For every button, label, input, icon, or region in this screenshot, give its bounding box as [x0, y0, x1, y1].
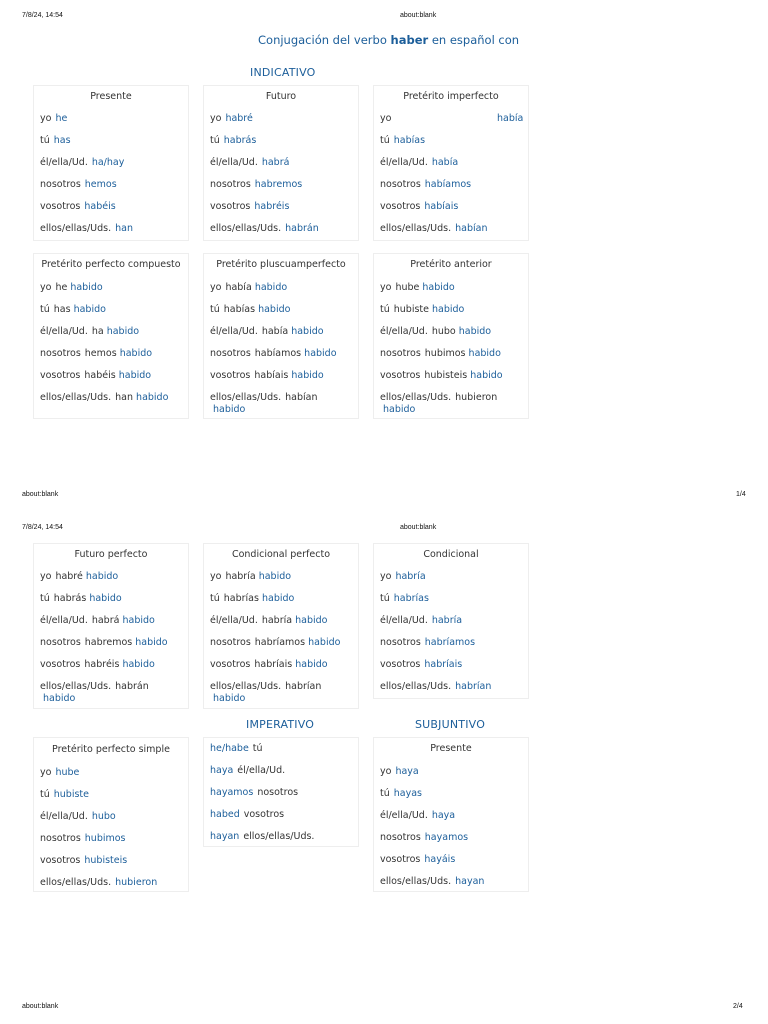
table-title: Pretérito pluscuamperfecto [216, 259, 346, 270]
auxiliary: habían [285, 392, 318, 403]
table-row [40, 767, 184, 779]
pronoun: yo [380, 282, 392, 293]
pronoun: vosotros [243, 809, 285, 820]
verb-form: hube [55, 767, 80, 778]
verb-form: habéis [84, 201, 116, 212]
table-row [40, 201, 184, 213]
auxiliary: habrías [223, 593, 259, 604]
verb-form: habido [136, 392, 169, 403]
pronoun: yo [380, 113, 392, 124]
table-row [40, 855, 184, 867]
table-imperativo [203, 737, 359, 847]
table-row [380, 659, 524, 671]
verb-form: he/habe [210, 743, 249, 754]
table-row [210, 326, 354, 338]
table-subjuntivo-presente [373, 737, 529, 892]
table-row [40, 282, 184, 294]
pronoun: vosotros [210, 659, 251, 670]
verb-form: hubo [91, 811, 116, 822]
table-row [40, 571, 184, 583]
table-title: Futuro perfecto [74, 549, 148, 560]
verb-form: habido [291, 370, 324, 381]
pronoun: él/ella/Ud. [380, 157, 428, 168]
pronoun: vosotros [380, 201, 421, 212]
auxiliary: habrá [91, 615, 120, 626]
auxiliary: habríais [254, 659, 293, 670]
table-row [380, 854, 524, 866]
table-row [40, 593, 184, 605]
verb-form: habido [135, 637, 168, 648]
table-title: Futuro [265, 91, 297, 102]
auxiliary: habrían [285, 681, 322, 692]
pronoun: nosotros [210, 348, 251, 359]
verb-form: habido [213, 404, 246, 415]
table-row [210, 831, 354, 843]
verb-form: habido [468, 348, 501, 359]
table-presente [33, 85, 189, 241]
auxiliary: han [115, 392, 134, 403]
table-preterito-anterior [373, 253, 529, 419]
table-row [210, 113, 354, 125]
verb-form: habido [258, 304, 291, 315]
table-row [380, 637, 524, 649]
verb-form: habed [210, 809, 240, 820]
pronoun: él/ella/Ud. [40, 615, 88, 626]
table-row [40, 157, 184, 169]
table-row [40, 659, 184, 671]
verb-form: habido [291, 326, 324, 337]
pronoun: nosotros [380, 348, 421, 359]
auxiliary: habíamos [254, 348, 302, 359]
pronoun: yo [380, 571, 392, 582]
auxiliary: has [53, 304, 71, 315]
pronoun: ellos/ellas/Uds. [210, 681, 282, 692]
verb-form: hubisteis [84, 855, 128, 866]
table-row [380, 876, 524, 888]
pronoun: nosotros [380, 832, 421, 843]
auxiliary: hube [395, 282, 420, 293]
verb-form: hubieron [115, 877, 158, 888]
pronoun: yo [210, 571, 222, 582]
table-row [210, 615, 354, 627]
table-row [380, 810, 524, 822]
table-title: Presente [90, 91, 132, 102]
verb-form: habido [295, 659, 328, 670]
verb-form: habríamos [424, 637, 476, 648]
pronoun: tú [380, 593, 390, 604]
pronoun: nosotros [210, 179, 251, 190]
table-row [210, 201, 354, 213]
pronoun: nosotros [257, 787, 299, 798]
table-row [380, 392, 515, 416]
page1-footer-url: about:blank [22, 491, 59, 498]
pronoun: ellos/ellas/Uds. [380, 223, 452, 234]
auxiliary: hubo [431, 326, 456, 337]
table-row [40, 681, 168, 705]
verb-form: habido [295, 615, 328, 626]
verb-form: hayan [210, 831, 240, 842]
auxiliary: ha [91, 326, 104, 337]
pronoun: tú [210, 593, 220, 604]
table-row [210, 571, 354, 583]
table-preterito-perfecto-simple [33, 737, 189, 892]
table-title: Pretérito imperfecto [403, 91, 499, 102]
table-row [210, 765, 354, 777]
verb-form: habido [85, 571, 119, 582]
verb-form: habíais [424, 201, 459, 212]
pronoun: él/ella/Ud. [380, 615, 428, 626]
auxiliary: había [225, 282, 252, 293]
pronoun: nosotros [40, 637, 81, 648]
page-title [258, 33, 519, 47]
verb-form: habréis [254, 201, 290, 212]
table-row [380, 157, 524, 169]
verb-form: habían [455, 223, 488, 234]
auxiliary: habrán [115, 681, 149, 692]
verb-form: habido [304, 348, 337, 359]
auxiliary: habrás [53, 593, 87, 604]
pronoun: él/ella/Ud. [380, 326, 428, 337]
verb-form: haya [210, 765, 234, 776]
table-row [210, 135, 354, 147]
pronoun: yo [210, 282, 222, 293]
page1-header-url: about:blank [400, 12, 437, 19]
verb-form: haya [395, 766, 419, 777]
table-preterito-imperfecto [373, 85, 529, 241]
pronoun: tú [210, 135, 220, 146]
verb-form: habido [213, 693, 246, 704]
pronoun: vosotros [210, 201, 251, 212]
table-futuro [203, 85, 359, 241]
verb-form: haya [431, 810, 456, 821]
pronoun: tú [40, 135, 50, 146]
table-row [210, 370, 354, 382]
verb-form: habría [431, 615, 463, 626]
table-row [380, 135, 524, 147]
table-row [210, 593, 354, 605]
pronoun: ellos/ellas/Uds. [380, 681, 452, 692]
pronoun: vosotros [210, 370, 251, 381]
table-title: Pretérito perfecto simple [52, 744, 170, 755]
pronoun: vosotros [40, 370, 81, 381]
pronoun: vosotros [40, 855, 81, 866]
verb-form: hubimos [84, 833, 126, 844]
verb-form: habido [261, 593, 295, 604]
pronoun: yo [380, 766, 392, 777]
verb-form: hayas [393, 788, 422, 799]
table-row [210, 787, 354, 799]
pronoun: él/ella/Ud. [210, 326, 258, 337]
table-row [380, 179, 524, 191]
pronoun: tú [380, 135, 390, 146]
auxiliary: había [261, 326, 289, 337]
pronoun: ellos/ellas/Uds. [40, 392, 112, 403]
verb-form: habido [43, 693, 76, 704]
pronoun: ellos/ellas/Uds. [380, 876, 452, 887]
verb-form: has [53, 135, 71, 146]
table-row [380, 571, 524, 583]
table-row [210, 392, 338, 416]
pronoun: yo [40, 282, 52, 293]
pronoun: él/ella/Ud. [380, 810, 428, 821]
table-row [380, 113, 524, 125]
table-row [380, 201, 524, 213]
auxiliary: habíais [254, 370, 289, 381]
pronoun: ellos/ellas/Uds. [210, 392, 282, 403]
verb-form: han [115, 223, 134, 234]
verb-form: habré [225, 113, 253, 124]
pronoun: él/ella/Ud. [210, 157, 258, 168]
table-row [380, 593, 524, 605]
page2-header-datetime: 7/8/24, 14:54 [22, 524, 63, 531]
auxiliary: he [55, 282, 68, 293]
page2-footer-page-number: 2/4 [733, 1003, 743, 1010]
pronoun: vosotros [40, 201, 81, 212]
pronoun: tú [40, 304, 50, 315]
verb-form: habido [470, 370, 503, 381]
table-row [380, 788, 524, 800]
pronoun: yo [210, 113, 222, 124]
verb-form: habido [432, 304, 465, 315]
table-row [210, 348, 354, 360]
verb-form: habríais [424, 659, 463, 670]
page2-footer-url: about:blank [22, 1003, 59, 1010]
table-row [210, 659, 354, 671]
pronoun: nosotros [40, 348, 81, 359]
table-row [40, 326, 184, 338]
pronoun: ellos/ellas/Uds. [243, 831, 315, 842]
verb-form: hemos [84, 179, 117, 190]
table-row [40, 179, 184, 191]
table-row [40, 348, 184, 360]
pronoun: nosotros [210, 637, 251, 648]
verb-form: habías [393, 135, 426, 146]
table-row [380, 766, 524, 778]
pronoun: tú [40, 593, 50, 604]
table-futuro-perfecto [33, 543, 189, 709]
auxiliary: habré [55, 571, 83, 582]
table-row [210, 223, 354, 235]
auxiliary: hemos [84, 348, 117, 359]
verb-form: habido [89, 593, 122, 604]
pronoun: tú [210, 304, 220, 315]
pronoun: tú [380, 304, 390, 315]
auxiliary: habéis [84, 370, 116, 381]
verb-form: hayamos [424, 832, 469, 843]
verb-form: habido [106, 326, 140, 337]
verb-form: habido [308, 637, 341, 648]
section-subjuntivo: SUBJUNTIVO [415, 718, 486, 731]
verb-form: habrías [393, 593, 429, 604]
table-row [210, 681, 338, 705]
pronoun: nosotros [380, 637, 421, 648]
page2-header-url: about:blank [400, 524, 437, 531]
table-row [210, 282, 354, 294]
pronoun: nosotros [40, 833, 81, 844]
pronoun: vosotros [380, 854, 421, 865]
table-row [210, 637, 354, 649]
title-suffix: en español con [431, 33, 520, 47]
table-row [40, 223, 184, 235]
verb-form: hubiste [53, 789, 89, 800]
table-row [40, 615, 184, 627]
pronoun: yo [40, 113, 52, 124]
pronoun: yo [40, 571, 52, 582]
verb-form: habrían [455, 681, 492, 692]
table-row [210, 743, 354, 755]
verb-form: habido [422, 282, 455, 293]
pronoun: nosotros [40, 179, 81, 190]
table-title: Condicional perfecto [231, 549, 331, 560]
pronoun: tú [380, 788, 390, 799]
pronoun: él/ella/Ud. [210, 615, 258, 626]
table-row [40, 789, 184, 801]
auxiliary: habías [223, 304, 256, 315]
table-condicional-perfecto [203, 543, 359, 709]
pronoun: nosotros [380, 179, 421, 190]
table-row [380, 370, 524, 382]
pronoun: ellos/ellas/Uds. [40, 223, 112, 234]
pronoun: ellos/ellas/Uds. [380, 392, 452, 403]
auxiliary: habría [261, 615, 293, 626]
verb-form: habido [122, 659, 155, 670]
title-verb: haber [390, 33, 429, 47]
table-row [380, 304, 524, 316]
auxiliary: hubiste [393, 304, 429, 315]
table-row [210, 157, 354, 169]
verb-form: habido [118, 370, 152, 381]
pronoun: tú [40, 789, 50, 800]
verb-form: hayamos [210, 787, 254, 798]
verb-form: habido [70, 282, 103, 293]
auxiliary: hubimos [424, 348, 466, 359]
verb-form: habido [122, 615, 155, 626]
table-row [40, 304, 184, 316]
table-row [380, 681, 524, 693]
pronoun: vosotros [380, 659, 421, 670]
verb-form: ha/hay [91, 157, 125, 168]
verb-form: habido [458, 326, 492, 337]
auxiliary: habremos [84, 637, 133, 648]
table-title: Pretérito perfecto compuesto [41, 259, 181, 270]
table-row [210, 179, 354, 191]
pronoun: él/ella/Ud. [40, 157, 88, 168]
table-title: Condicional [423, 549, 479, 560]
verb-form: habido [119, 348, 153, 359]
page1-footer-page-number: 1/4 [736, 491, 746, 498]
table-title: Presente [430, 743, 472, 754]
pronoun: yo [40, 767, 52, 778]
verb-form: habido [254, 282, 288, 293]
table-row [210, 809, 354, 821]
pronoun: ellos/ellas/Uds. [210, 223, 282, 234]
verb-form: habremos [254, 179, 303, 190]
table-row [380, 326, 524, 338]
table-preterito-pluscuamperfecto [203, 253, 359, 419]
verb-form: habría [395, 571, 426, 582]
table-row [40, 135, 184, 147]
table-condicional [373, 543, 529, 699]
table-row [40, 637, 184, 649]
pronoun: él/ella/Ud. [237, 765, 286, 776]
table-preterito-perfecto-compuesto [33, 253, 189, 419]
table-row [40, 370, 184, 382]
pronoun: ellos/ellas/Uds. [40, 877, 112, 888]
pronoun: vosotros [380, 370, 421, 381]
table-row [40, 392, 184, 404]
table-title: Pretérito anterior [410, 259, 492, 270]
table-row [380, 348, 524, 360]
verb-form: hayáis [424, 854, 456, 865]
auxiliary: habría [225, 571, 256, 582]
verb-form: habido [258, 571, 292, 582]
table-row [40, 833, 184, 845]
auxiliary: hubieron [455, 392, 498, 403]
verb-form: había [497, 113, 524, 124]
title-prefix: Conjugación del verbo [258, 33, 387, 47]
table-row [40, 811, 184, 823]
pronoun: él/ella/Ud. [40, 326, 88, 337]
pronoun: ellos/ellas/Uds. [40, 681, 112, 692]
table-row [380, 223, 524, 235]
verb-form: habrás [223, 135, 257, 146]
verb-form: hayan [455, 876, 485, 887]
auxiliary: hubisteis [424, 370, 468, 381]
page1-header-datetime: 7/8/24, 14:54 [22, 12, 63, 19]
pronoun: él/ella/Ud. [40, 811, 88, 822]
section-indicativo: INDICATIVO [250, 66, 316, 79]
table-row [380, 832, 524, 844]
pronoun: vosotros [40, 659, 81, 670]
table-row [40, 877, 184, 889]
table-row [380, 282, 524, 294]
verb-form: habido [73, 304, 106, 315]
pronoun: tú [252, 743, 263, 754]
auxiliary: habréis [84, 659, 120, 670]
table-row [210, 304, 354, 316]
auxiliary: habríamos [254, 637, 306, 648]
table-row [380, 615, 524, 627]
verb-form: habrá [261, 157, 290, 168]
verb-form: había [431, 157, 459, 168]
verb-form: he [55, 113, 68, 124]
verb-form: habido [383, 404, 416, 415]
table-row [40, 113, 184, 125]
section-imperativo: IMPERATIVO [246, 718, 315, 731]
verb-form: habíamos [424, 179, 472, 190]
verb-form: habrán [285, 223, 319, 234]
